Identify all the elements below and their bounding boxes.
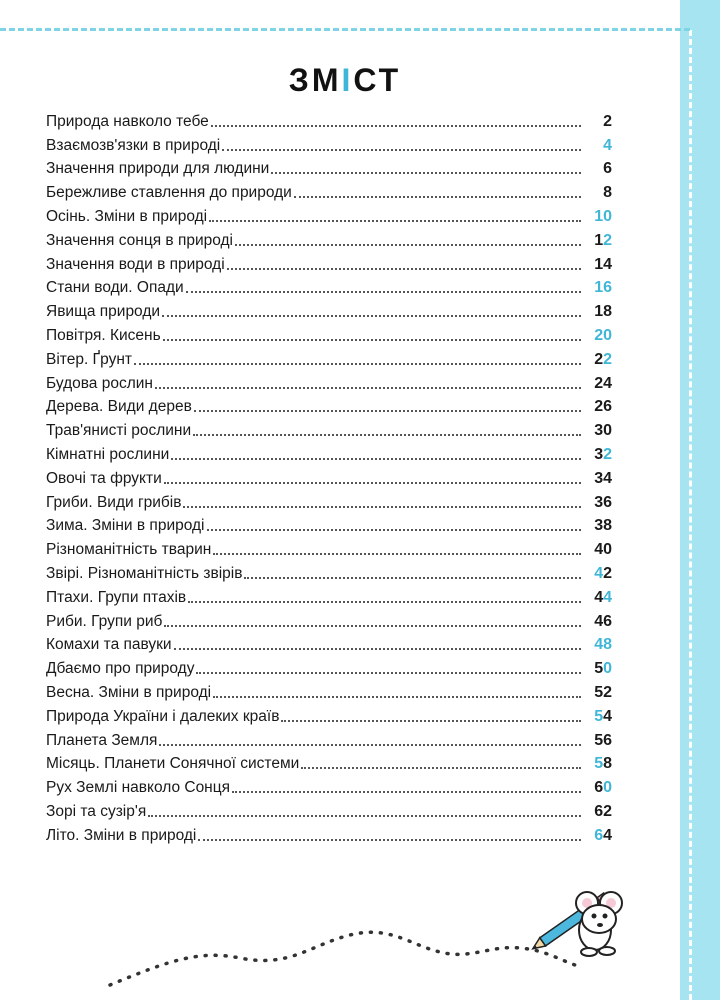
toc-entry-title: Місяць. Планети Сонячної системи [46,755,300,773]
toc-entry-title: Різноманітність тварин [46,541,212,559]
page-digit: 4 [603,826,612,844]
toc-entry-title: Зима. Зміни в природі [46,517,205,535]
toc-entry-title: Повітря. Кисень [46,326,161,344]
page-digit: 2 [603,445,612,463]
toc-entry-title: Комахи та павуки [46,636,172,654]
page-digit: 8 [603,184,612,202]
page-digit: 2 [594,326,604,344]
page-digit: 5 [594,755,604,773]
toc-entry-title: Значення природи для людини [46,160,270,178]
toc-entry-title: Бережливе ставлення до природи [46,184,292,202]
page-digit: 6 [603,493,612,511]
page-digit: 2 [603,231,612,249]
page-digit: 5 [594,731,604,749]
toc-entry-title: Стани води. Опади [46,279,184,297]
page-digit: 4 [594,612,604,630]
toc-entry-title: Рух Землі навколо Сонця [46,779,231,797]
page-digit: 3 [594,469,604,487]
toc-entry-title: Осінь. Зміни в природі [46,207,208,225]
page-digit: 6 [603,612,612,630]
toc-entry-title: Природа України і далеких країв [46,707,280,725]
toc-entry-title: Трав'янисті рослини [46,422,192,440]
page-digit: 4 [594,541,604,559]
page-digit: 4 [603,255,612,273]
page-digit: 2 [603,112,612,130]
page-digit: 4 [603,136,612,154]
page-digit: 5 [594,660,604,678]
page-digit: 3 [594,422,604,440]
toc-entry-title: Природа навколо тебе [46,112,209,130]
toc-entry-title: Вітер. Ґрунт [46,350,132,368]
page-digit: 8 [603,755,612,773]
page-digit: 6 [603,398,612,416]
toc-entry-title: Звірі. Різноманітність звірів [46,564,243,582]
toc-entry-title: Дбаємо про природу [46,660,195,678]
toc-entry-title: Літо. Зміни в природі [46,826,197,844]
page-digit: 1 [594,231,604,249]
toc-entry-title: Планета Земля [46,731,158,749]
page-digit: 2 [603,564,612,582]
page-digit: 3 [594,493,604,511]
page-digit: 4 [603,707,612,725]
page-digit: 2 [594,350,604,368]
title-part-accent: І [341,62,354,98]
page-digit: 8 [603,517,612,535]
page-digit: 0 [603,207,612,225]
toc-entry-title: Явища природи [46,303,161,321]
page-digit: 2 [594,398,604,416]
toc-entry-title: Птахи. Групи птахів [46,588,187,606]
page-digit: 1 [594,207,604,225]
toc-entry-title: Зорі та сузір'я [46,802,147,820]
page-digit: 4 [603,469,612,487]
page-digit: 1 [594,255,604,273]
page-digit: 0 [603,779,612,797]
page-digit: 4 [594,588,604,606]
page-digit: 0 [603,422,612,440]
page-digit: 0 [603,660,612,678]
toc-entry-title: Взаємозв'язки в природі [46,136,221,154]
page-digit: 5 [594,707,604,725]
toc-entry-title: Дерева. Види дерев [46,398,192,416]
page-digit: 8 [603,303,612,321]
page-digit: 3 [594,445,604,463]
page-digit: 4 [594,636,604,654]
toc-entry-title: Овочі та фрукти [46,469,162,487]
toc-entry-title: Будова рослин [46,374,153,392]
toc-entry-title: Значення сонця в природі [46,231,233,249]
page-digit: 6 [594,779,604,797]
title-part-1: ЗМ [288,62,342,98]
page-digit: 6 [594,826,604,844]
toc-entry-title: Риби. Групи риб [46,612,163,630]
mouse-pencil-icon [530,892,622,956]
page-digit: 2 [603,350,612,368]
page-digit: 6 [603,160,612,178]
page-digit: 0 [603,541,612,559]
page-digit: 2 [603,683,612,701]
page-digit: 4 [603,588,612,606]
page-digit: 4 [594,564,604,582]
page-digit: 1 [594,303,604,321]
page-digit: 1 [594,279,604,297]
toc-entry-title: Кімнатні рослини [46,445,170,463]
page-digit: 8 [603,636,612,654]
toc-entry-title: Гриби. Види грибів [46,493,182,511]
toc-entry-title: Значення води в природі [46,255,225,273]
title-part-3: СТ [353,62,402,98]
page-digit: 6 [603,731,612,749]
page-digit: 3 [594,517,604,535]
page-digit: 2 [594,374,604,392]
page-digit: 6 [594,802,604,820]
toc-entry-title: Весна. Зміни в природі [46,683,212,701]
page-digit: 5 [594,683,604,701]
page-digit: 2 [603,802,612,820]
dotted-trail [110,932,575,985]
page-digit: 0 [603,326,612,344]
page-digit: 4 [603,374,612,392]
page-digit: 6 [603,279,612,297]
